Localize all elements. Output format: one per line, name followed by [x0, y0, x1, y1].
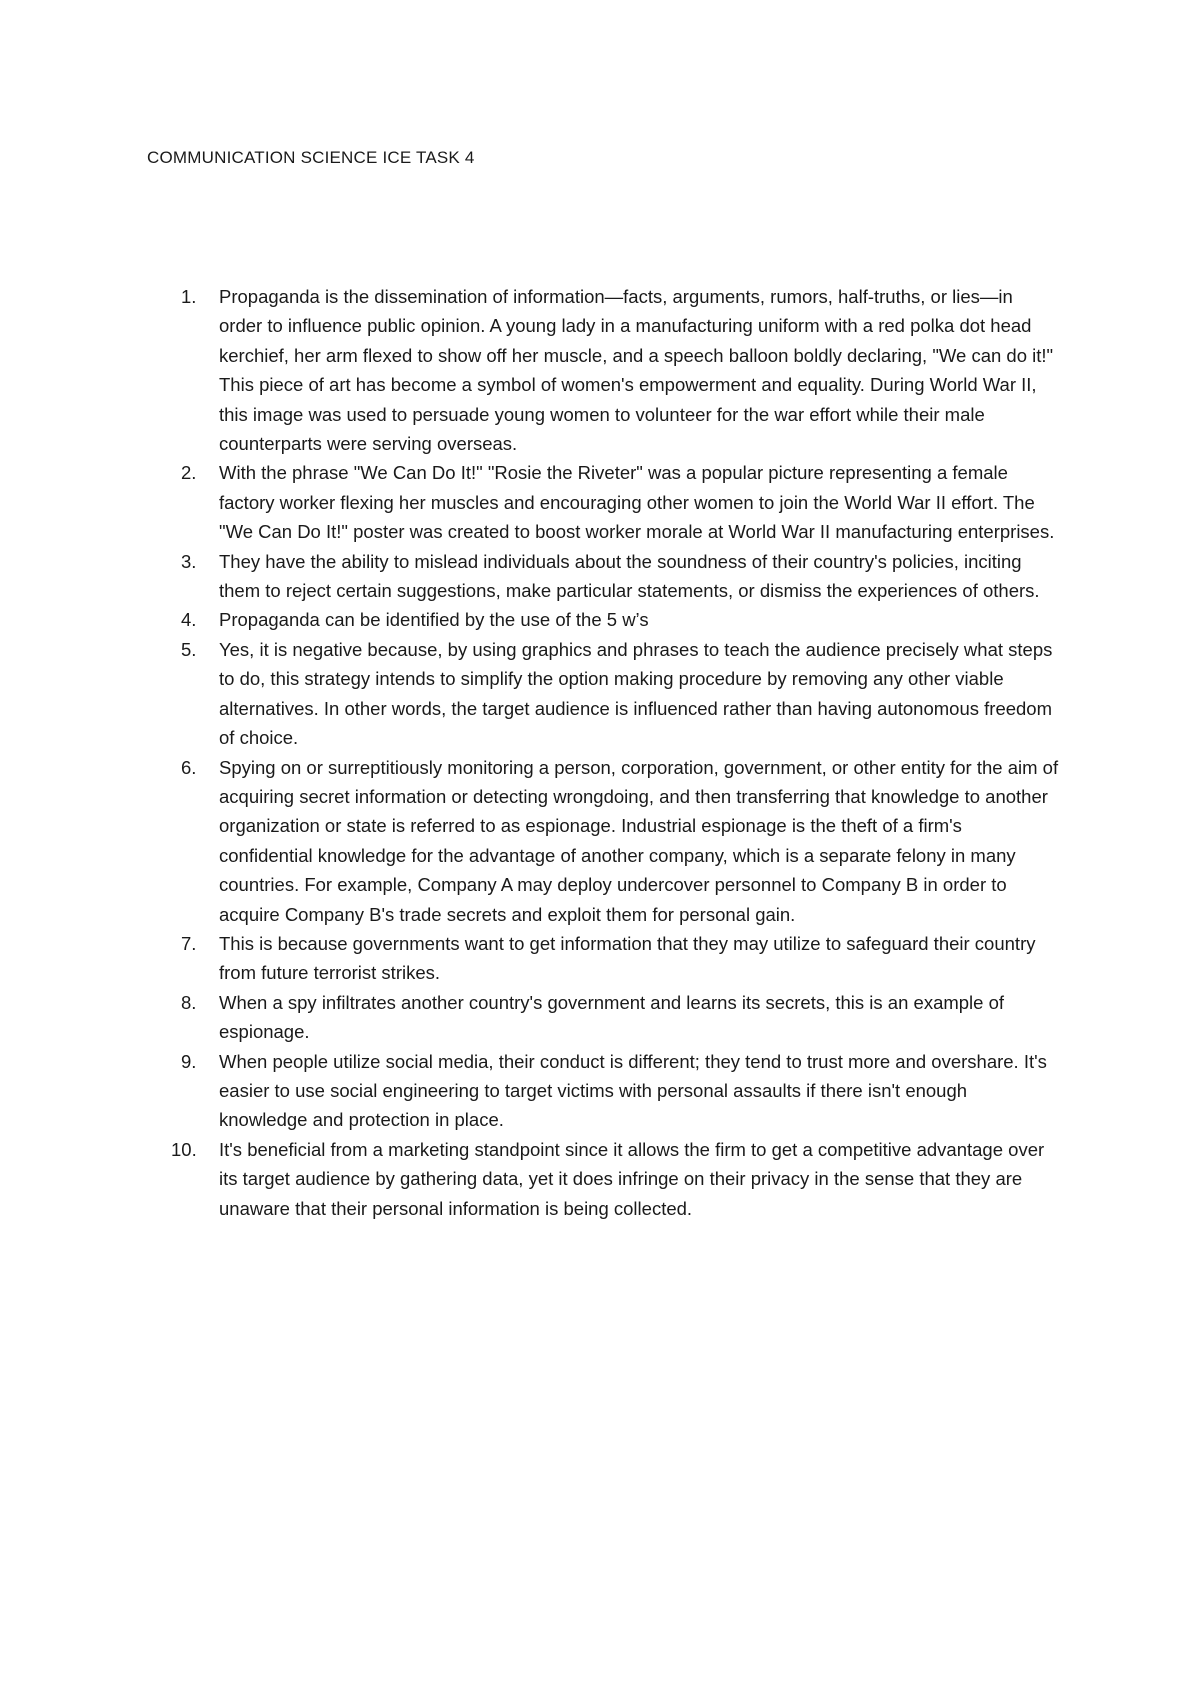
list-item-text: It's beneficial from a marketing standpoint since it allows the firm to get a competitive advantage over its target audience by gathering data, yet it does infringe on their privacy in the sense that they are unaware that their personal information is being collected. [219, 1138, 1045, 1219]
list-item-number: 2. [181, 462, 197, 484]
list-item-number: 5. [181, 638, 197, 660]
list-item-text: With the phrase "We Can Do It!" "Rosie the Riveter" was a popular picture representing a female factory worker flexing her muscles and encouraging other women to join the World War II effort. The "We Can Do It!" poster was created to boost worker morale at World War II manufacturing enterprises. [219, 462, 1055, 543]
list-item-number: 9. [181, 1050, 197, 1072]
list-item-number: 4. [181, 609, 197, 631]
list-item [0, 282, 1200, 458]
list-item [0, 635, 1200, 753]
list-item-number: 8. [181, 991, 197, 1013]
list-item-number: 1. [181, 286, 197, 307]
list-item-text: Yes, it is negative because, by using graphics and phrases to teach the audience precisely what steps to do, this strategy intends to simplify the option making procedure by removing any other viable alternatives. In other words, the target audience is influenced rather than having autonomous freedom of choice. [219, 638, 1053, 749]
list-item-text: They have the ability to mislead individuals about the soundness of their country's policies, inciting them to reject certain suggestions, make particular statements, or dismiss the experiences of others. [219, 550, 1040, 602]
list-item [0, 605, 1200, 634]
list-item [0, 547, 1200, 606]
list-item-number: 10. [171, 1138, 197, 1160]
list-item [0, 458, 1200, 546]
list-item [0, 1135, 1200, 1223]
answer-list [0, 282, 1200, 1223]
list-item-text: Spying on or surreptitiously monitoring a person, corporation, government, or other entity for the aim of acquiring secret information or detecting wrongdoing, and then transferring that knowledge to another organization or state is referred to as espionage. Industrial espionage is the theft of a firm's confidential knowledge for the advantage of another company, which is a separate felony in many countries. For example, Company A may deploy undercover personnel to Company B in order to acquire Company B's trade secrets and exploit them for personal gain. [219, 756, 1059, 925]
document-title: COMMUNICATION SCIENCE ICE TASK 4 [147, 148, 475, 167]
list-item [0, 753, 1200, 929]
list-item-number: 3. [181, 550, 197, 572]
list-item-number: 6. [181, 756, 197, 778]
list-item-text: Propaganda is the dissemination of information—facts, arguments, rumors, half-truths, or lies—in order to influence public opinion. A young lady in a manufacturing uniform with a red polka dot head kerchief, her arm flexed to show off her muscle, and a speech balloon boldly declaring, "We can do it!" This piece of art has become a symbol of women's empowerment and equality. During World War II, this image was used to persuade young women to volunteer for the war effort while their male counterparts were serving overseas. [219, 286, 1054, 455]
list-item-text: When a spy infiltrates another country's government and learns its secrets, this is an example of espionage. [219, 991, 1005, 1043]
list-item-text: This is because governments want to get information that they may utilize to safeguard their country from future terrorist strikes. [219, 932, 1036, 984]
list-item [0, 1047, 1200, 1135]
list-item [0, 988, 1200, 1047]
list-item [0, 929, 1200, 988]
list-item-text: Propaganda can be identified by the use of the 5 w’s [219, 609, 649, 631]
list-item-text: When people utilize social media, their conduct is different; they tend to trust more and overshare. It's easier to use social engineering to target victims with personal assaults if there isn't enough knowledge and protection in place. [219, 1050, 1047, 1131]
list-item-number: 7. [181, 932, 197, 954]
